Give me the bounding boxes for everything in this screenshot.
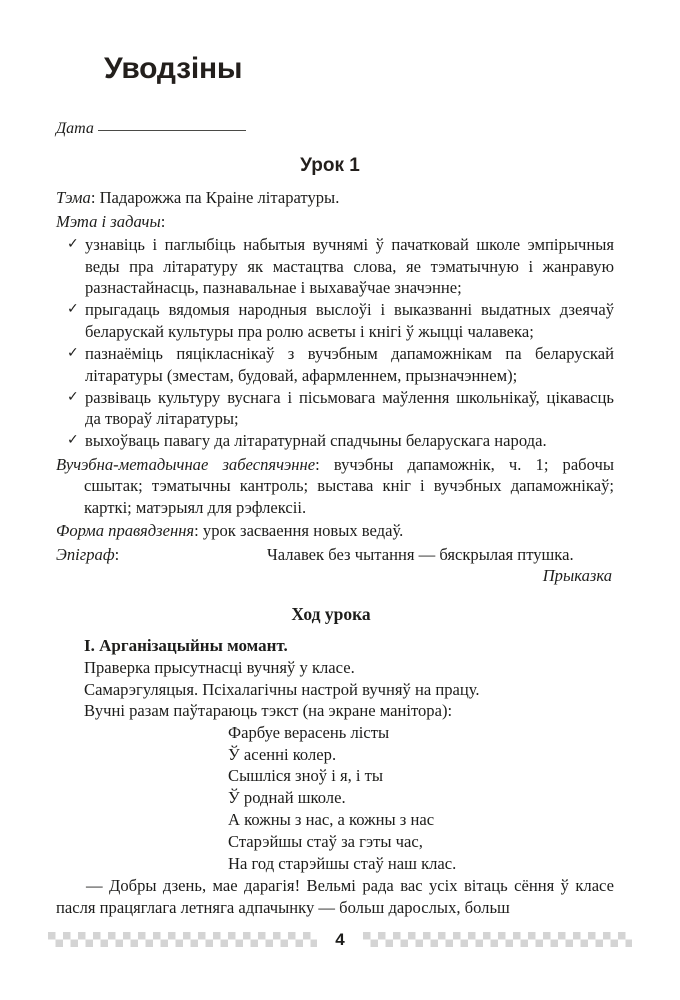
closing-paragraph: — Добры дзень, мае дарагія! Вельмі рада вас усіх вітаць сёння ў класе пасля працяглага летняга адпачынку — больш дарослых, больш [56, 876, 614, 918]
list-item [56, 430, 614, 452]
support-label: Вучэбна-метадычнае забеспячэнне [56, 454, 316, 474]
stage-one-heading: I. Арганізацыйны момант. [84, 635, 288, 655]
goals-list [56, 234, 614, 452]
page-number: 4 [335, 929, 345, 949]
theme-value: : Падарожжа па Краіне літаратуры. [90, 188, 340, 207]
list-item [56, 343, 614, 386]
epigraph-label: Эпіграф [56, 544, 115, 564]
ornament-band-right [363, 932, 632, 947]
theme-label: Тэма [56, 188, 91, 207]
support-value: : вучэбны дапаможнік, ч. 1; рабочы сшытак; тэматычны кантроль; выстава кніг і вучэбных дапаможнікаў; карткі; матэрыял для рэфлексіі. [84, 454, 614, 517]
check-mark-icon: ✓ [67, 344, 79, 361]
goal-text: узнавіць і паглыбіць набытыя вучнямі ў пачатковай школе эмпірычныя веды пра літаратуру як мастацтва слова, яе тэматычную і жанравую разнастайнасць, пазнавальнае і выхаваўчае значэнне; [85, 235, 614, 298]
lesson-flow-heading: Ход урока [291, 603, 371, 624]
check-mark-icon: ✓ [67, 236, 79, 252]
epigraph-field [56, 544, 614, 566]
check-mark-icon: ✓ [67, 301, 79, 318]
list-item [56, 299, 614, 342]
goal-text: прыгадаць вядомыя народныя выслоўі і выказванні выдатных дзеячаў беларускай культуры пра ролю асветы і кнігі ў жыцці чалавека; [85, 300, 614, 341]
poem-line: А кожны з нас, а кожны з нас [228, 809, 435, 829]
epigraph-source: Прыказка [542, 566, 612, 586]
aims-field [56, 211, 614, 233]
check-mark-icon: ✓ [67, 432, 79, 449]
support-field [56, 454, 614, 519]
stage-paragraph: Самарэгуляцыя. Псіхалагічны настрой вучняў на працу. [84, 679, 480, 699]
goal-text: пазнаёміць пяцікласнікаў з вучэбным дапаможнікам па беларускай літаратуры (зместам, будовай, афармленнем, прызначэннем); [85, 343, 614, 385]
date-field [56, 118, 614, 140]
list-item [56, 234, 614, 299]
lesson-heading: Урок 1 [300, 155, 360, 176]
poem-line: Ў роднай школе. [228, 788, 346, 808]
aims-label: Мэта і задачы [56, 211, 161, 231]
document-body [56, 118, 614, 919]
poem-block [228, 722, 614, 875]
poem-line: Фарбуе верасень лісты [228, 722, 390, 742]
goal-text: выхоўваць павагу да літаратурнай спадчыны беларускага народа. [85, 431, 547, 451]
poem-line: Сышліся зноў і я, і ты [228, 766, 384, 786]
form-label: Форма правядзення [56, 521, 195, 541]
form-field [56, 520, 614, 542]
stage-paragraph: Праверка прысутнасці вучняў у класе. [84, 657, 355, 677]
theme-field [56, 187, 614, 209]
date-blank-rule [98, 130, 246, 131]
epigraph-text: Чалавек без чытання — бяскрылая птушка. [267, 544, 574, 564]
goal-text: развіваць культуру вуснага і пісьмовага маўлення школьнікаў, цікавасць да твораў літаратуры; [85, 387, 614, 429]
stage-paragraph: Вучні разам паўтараюць тэкст (на экране манітора): [84, 701, 453, 721]
aims-colon: : [160, 211, 166, 231]
page-title: Уводзіны [104, 52, 243, 85]
poem-line: Старэйшы стаў за гэты час, [228, 831, 423, 851]
epigraph-colon: : [114, 544, 120, 564]
ornament-band-left [48, 932, 317, 947]
form-value: : урок засваення новых ведаў. [194, 521, 404, 541]
page-footer [48, 931, 632, 947]
list-item [56, 387, 614, 430]
poem-line: На год старэйшы стаў наш клас. [228, 853, 457, 873]
date-label: Дата [56, 120, 94, 137]
check-mark-icon: ✓ [67, 388, 79, 405]
poem-line: Ў асенні колер. [228, 744, 337, 764]
